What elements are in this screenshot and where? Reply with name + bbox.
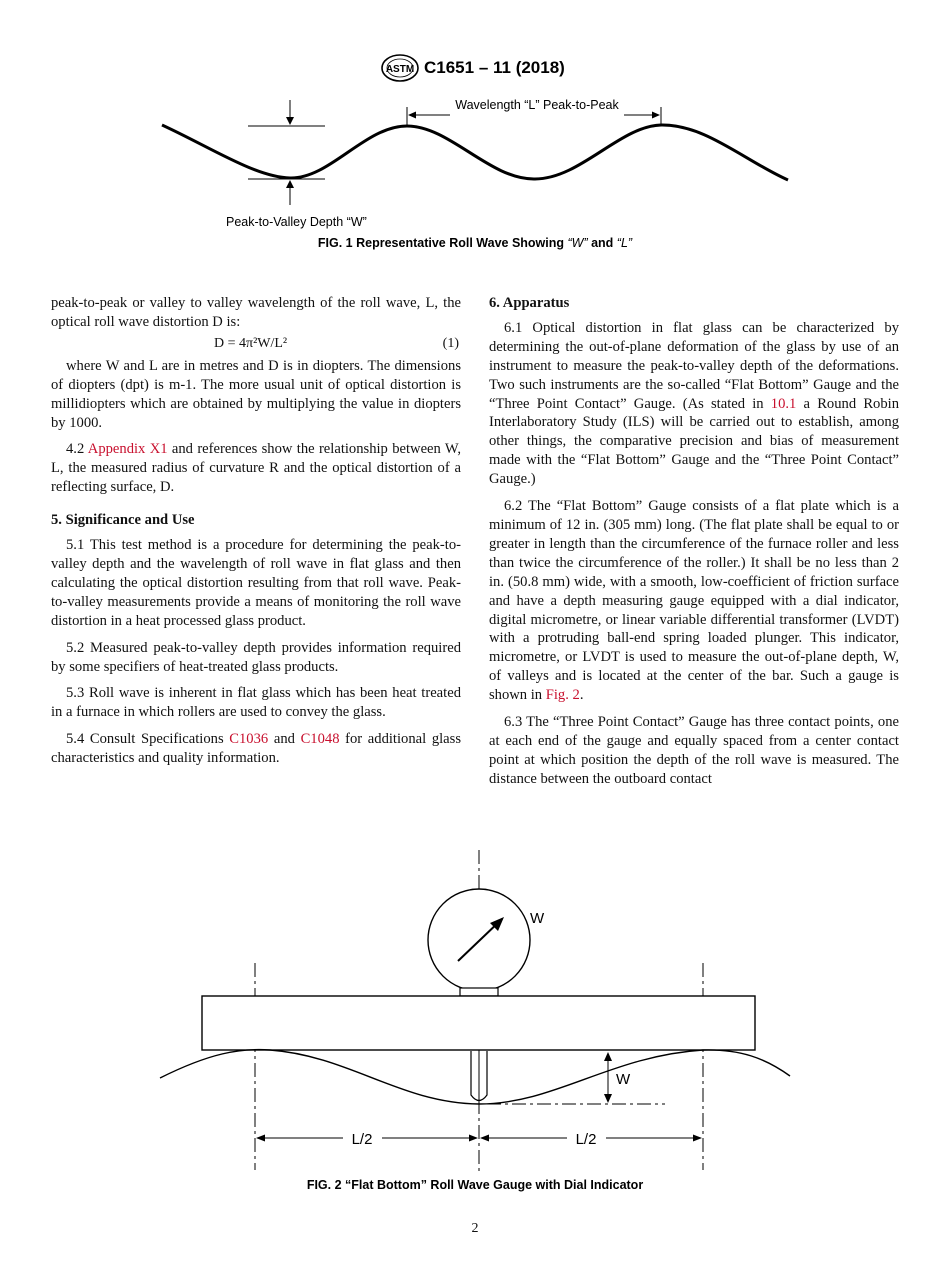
figure-1	[150, 95, 800, 235]
c1036-link[interactable]: C1036	[229, 731, 269, 748]
half-wavelength-right-label: L/2	[575, 1131, 597, 1148]
para-text: for additional glass characteristics and quality information.	[51, 731, 462, 767]
paragraph-4-2	[51, 440, 461, 497]
figure-2-caption: FIG. 2 “Flat Bottom” Roll Wave Gauge with Dial Indicator	[306, 1178, 644, 1192]
dial-w-label: W	[530, 910, 545, 927]
equation: D = 4π²W/L²	[214, 335, 288, 351]
right-column	[489, 294, 899, 789]
flat-plate	[202, 996, 755, 1050]
depth-w-label: W	[616, 1071, 631, 1088]
equation-number: (1)	[442, 335, 459, 351]
paragraph-6-3: 6.3 The “Three Point Contact” Gauge has three contact points, one at each end of the gauge and equally spaced from a center contact point at which position the depth of the roll wave is measured. The distance between the outboard contact	[489, 714, 899, 787]
para-text: 6.2 The “Flat Bottom” Gauge consists of a flat plate which is a minimum of 12 in. (305 mm) long. (The flat plate shall be equal to or greater in length than the circumference of the furnace roller and less than twice the circumference of the roller.) It shall be no less than 2 in. (50.8 mm) wide, with a smooth, low-coefficient of friction surface and have a depth measuring gauge equipped with a dial indicator, digital micrometre, or linear variable differential transformer (LVDT) with a protruding ball-end spring loaded plunger. This indicator, micrometre, or LVDT is used to measure the out-of-plane depth, W, of valleys and is located at the center of the bar. Such a gauge is shown in	[489, 498, 899, 704]
astm-logo-text: ASTM	[385, 64, 415, 75]
section-10-1-link[interactable]: 10.1	[770, 395, 797, 412]
wavelength-label: Wavelength “L” Peak-to-Peak	[455, 98, 619, 112]
para-text: a Round Robin Interlaboratory Study (ILS) will be carried out to establish, among other things, the comparative precision and bias of measurement made with the “Flat Bottom” Gauge and the “Three Point Contact” Gauge.)	[489, 395, 899, 488]
paragraph-5-2: 5.2 Measured peak-to-valley depth provides information required by some specifiers of heat-treated glass products.	[51, 639, 461, 675]
figure-2	[150, 848, 800, 1183]
section-5-heading: 5. Significance and Use	[51, 512, 195, 529]
appendix-x1-link[interactable]: Appendix X1	[87, 441, 168, 458]
para-text: 6.1 Optical distortion in flat glass can be characterized by determining the out-of-plane deformation of the glass by use of an instrument to measure the peak-to-valley depth of the deformations. Two such instruments are the so-called “Flat Bottom” Gauge and the “Three Point Contact” Gauge. (As stated in	[489, 319, 899, 412]
paragraph-6-1	[489, 319, 899, 489]
half-wavelength-left-label: L/2	[351, 1131, 373, 1148]
para-text: and references show the relationship between W, L, the measured radius of curvature R and the optical distortion of a reflecting surface, D.	[51, 441, 461, 496]
section-6-heading: 6. Apparatus	[489, 295, 570, 311]
para-text: .	[579, 687, 584, 704]
paragraph-5-1: 5.1 This test method is a procedure for determining the peak-to-valley depth and the wavelength of roll wave in flat glass and then calculating the optical distortion resulting from that roll wave. Peak-to-valley measurements provide a means of monitoring the roll wave distortion in a heat processed glass product.	[51, 537, 461, 629]
intro-paragraph: peak-to-peak or valley to valley wavelength of the roll wave, L, the optical roll wave distortion D is:	[51, 295, 461, 330]
c1048-link[interactable]: C1048	[300, 731, 340, 748]
depth-label: Peak-to-Valley Depth “W”	[226, 215, 367, 229]
caption-text: FIG. 1 Representative Roll Wave Showing	[317, 236, 568, 250]
para-text: and	[268, 731, 301, 748]
paragraph-5-3: 5.3 Roll wave is inherent in flat glass which has been heat treated in a furnace in which rollers are used to convey the glass.	[51, 685, 461, 721]
caption-and: and	[587, 236, 617, 250]
where-paragraph: where W and L are in metres and D is in diopters. The dimensions of diopters (dpt) is m-1. The more usual unit of optical distortion is millidiopters which are obtained by multiplying the value in diopters by 1000.	[51, 357, 461, 431]
equation-row	[51, 335, 461, 355]
para-number: 4.2	[66, 441, 85, 458]
roll-wave-curve	[162, 125, 788, 180]
page-number: 2	[471, 1221, 479, 1236]
fig-2-link[interactable]: Fig. 2	[545, 687, 580, 704]
paragraph-6-2	[489, 497, 899, 705]
document-designation: C1651 – 11 (2018)	[424, 58, 565, 77]
figure-1-caption	[0, 236, 950, 250]
left-column	[51, 294, 461, 768]
para-text: 5.4 Consult Specifications	[66, 731, 230, 748]
caption-l: “L”	[616, 236, 633, 250]
paragraph-5-4	[51, 730, 461, 768]
caption-w: “W”	[567, 236, 588, 250]
astm-logo	[380, 53, 420, 88]
